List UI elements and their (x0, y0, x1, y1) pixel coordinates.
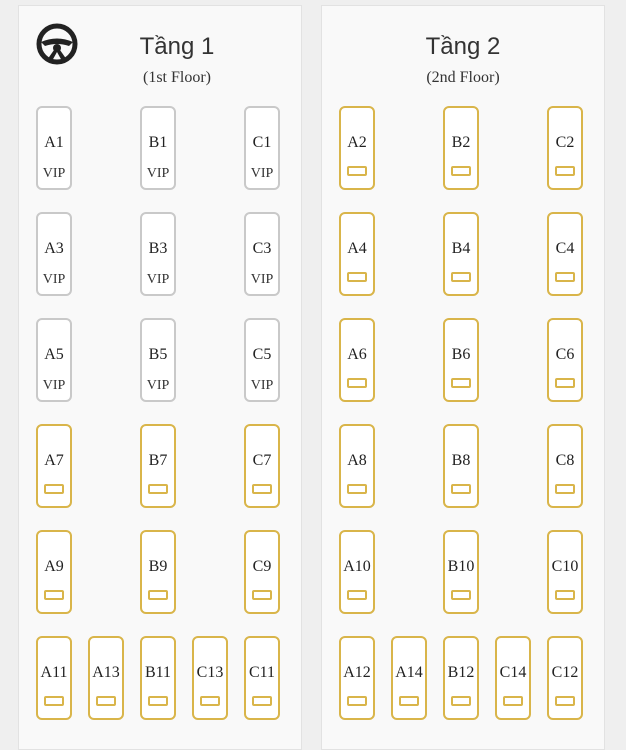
seat[interactable] (36, 106, 72, 190)
seat[interactable] (443, 530, 479, 614)
seat[interactable] (443, 106, 479, 190)
seat-label: B4 (451, 240, 471, 257)
seat-label: C14 (499, 664, 527, 681)
seat[interactable] (547, 636, 583, 720)
seat[interactable] (192, 636, 228, 720)
seat-label: A2 (347, 134, 367, 151)
seat-label: B6 (451, 346, 471, 363)
seat[interactable] (244, 424, 280, 508)
seat-cushion-icon (347, 272, 367, 282)
deck-subtitle: (1st Floor) (143, 69, 211, 86)
seat-cushion-icon (451, 272, 471, 282)
seat-label: B12 (447, 664, 475, 681)
seat-label: C12 (551, 664, 579, 681)
seat[interactable] (443, 636, 479, 720)
seat-cushion-icon (148, 696, 168, 706)
deck-subtitle: (2nd Floor) (426, 69, 500, 86)
seat-cushion-icon (555, 484, 575, 494)
seat[interactable] (140, 318, 176, 402)
seat[interactable] (547, 424, 583, 508)
seat[interactable] (547, 318, 583, 402)
seat-cushion-icon (96, 696, 116, 706)
seat-cushion-icon (252, 484, 272, 494)
seat[interactable] (339, 106, 375, 190)
seat-label: A11 (40, 664, 68, 681)
seat-label: C2 (555, 134, 575, 151)
seat-cushion-icon (44, 590, 64, 600)
seat-cushion-icon (451, 484, 471, 494)
seat-label: C9 (252, 558, 272, 575)
seat-label: C5 (252, 346, 272, 363)
seat-label: B7 (148, 452, 168, 469)
seat-cushion-icon (555, 590, 575, 600)
seat[interactable] (339, 530, 375, 614)
vip-badge: VIP (42, 166, 66, 181)
seat-cushion-icon (347, 590, 367, 600)
seat-cushion-icon (555, 696, 575, 706)
seat-label: A12 (343, 664, 371, 681)
vip-badge: VIP (146, 166, 170, 181)
vip-badge: VIP (42, 272, 66, 287)
seat-cushion-icon (399, 696, 419, 706)
deck-floor-2 (321, 5, 605, 750)
seat[interactable] (244, 636, 280, 720)
seat-label: A7 (44, 452, 64, 469)
vip-badge: VIP (250, 166, 274, 181)
seat[interactable] (443, 212, 479, 296)
seat-label: B2 (451, 134, 471, 151)
seat[interactable] (339, 424, 375, 508)
seat[interactable] (339, 318, 375, 402)
seat-label: A4 (347, 240, 367, 257)
seat-label: B5 (148, 346, 168, 363)
seat-cushion-icon (347, 166, 367, 176)
seat[interactable] (547, 530, 583, 614)
vip-badge: VIP (42, 378, 66, 393)
seat[interactable] (495, 636, 531, 720)
seat-cushion-icon (503, 696, 523, 706)
seat-label: A5 (44, 346, 64, 363)
seat-cushion-icon (451, 378, 471, 388)
seat-cushion-icon (451, 696, 471, 706)
seat-label: C11 (248, 664, 276, 681)
seat-label: C7 (252, 452, 272, 469)
seat-label: C6 (555, 346, 575, 363)
vip-badge: VIP (146, 272, 170, 287)
seat-cushion-icon (44, 696, 64, 706)
seat-label: B3 (148, 240, 168, 257)
seat-label: B11 (144, 664, 172, 681)
seat-cushion-icon (451, 590, 471, 600)
seat[interactable] (339, 212, 375, 296)
seat[interactable] (244, 212, 280, 296)
vip-badge: VIP (250, 378, 274, 393)
seat-label: C1 (252, 134, 272, 151)
seat-label: C8 (555, 452, 575, 469)
seat-label: A10 (343, 558, 371, 575)
seat-label: B1 (148, 134, 168, 151)
deck-title: Tầng 2 (425, 33, 501, 60)
seat[interactable] (140, 212, 176, 296)
seat-label: C13 (196, 664, 224, 681)
vip-badge: VIP (146, 378, 170, 393)
seat[interactable] (244, 106, 280, 190)
seat-cushion-icon (44, 484, 64, 494)
seat-cushion-icon (451, 166, 471, 176)
seat-label: B8 (451, 452, 471, 469)
seat[interactable] (547, 212, 583, 296)
seat-label: B9 (148, 558, 168, 575)
seat-label: A1 (44, 134, 64, 151)
seat-label: A6 (347, 346, 367, 363)
seat[interactable] (36, 530, 72, 614)
seat-label: C3 (252, 240, 272, 257)
seat-cushion-icon (148, 590, 168, 600)
seat[interactable] (140, 424, 176, 508)
seat-cushion-icon (555, 378, 575, 388)
seat[interactable] (244, 318, 280, 402)
seat-cushion-icon (555, 272, 575, 282)
seat-cushion-icon (347, 484, 367, 494)
deck-title: Tầng 1 (139, 33, 215, 60)
seat[interactable] (36, 318, 72, 402)
seat[interactable] (140, 530, 176, 614)
seat-label: A3 (44, 240, 64, 257)
seat-cushion-icon (200, 696, 220, 706)
seat-label: C10 (551, 558, 579, 575)
seat-label: A9 (44, 558, 64, 575)
seat-cushion-icon (555, 166, 575, 176)
seat-label: A8 (347, 452, 367, 469)
seat-label: A14 (395, 664, 423, 681)
deck-floor-1 (18, 5, 302, 750)
seat[interactable] (88, 636, 124, 720)
seat[interactable] (36, 424, 72, 508)
seat[interactable] (36, 212, 72, 296)
seat-cushion-icon (252, 590, 272, 600)
vip-badge: VIP (250, 272, 274, 287)
seat-cushion-icon (347, 696, 367, 706)
seat[interactable] (547, 106, 583, 190)
seat-label: A13 (92, 664, 120, 681)
seat[interactable] (391, 636, 427, 720)
seat-cushion-icon (148, 484, 168, 494)
seat-cushion-icon (252, 696, 272, 706)
seat[interactable] (443, 424, 479, 508)
seat[interactable] (443, 318, 479, 402)
seat[interactable] (140, 106, 176, 190)
seat-cushion-icon (347, 378, 367, 388)
seat-label: C4 (555, 240, 575, 257)
seat[interactable] (244, 530, 280, 614)
seat[interactable] (339, 636, 375, 720)
seat[interactable] (140, 636, 176, 720)
seat-label: B10 (447, 558, 475, 575)
seat[interactable] (36, 636, 72, 720)
